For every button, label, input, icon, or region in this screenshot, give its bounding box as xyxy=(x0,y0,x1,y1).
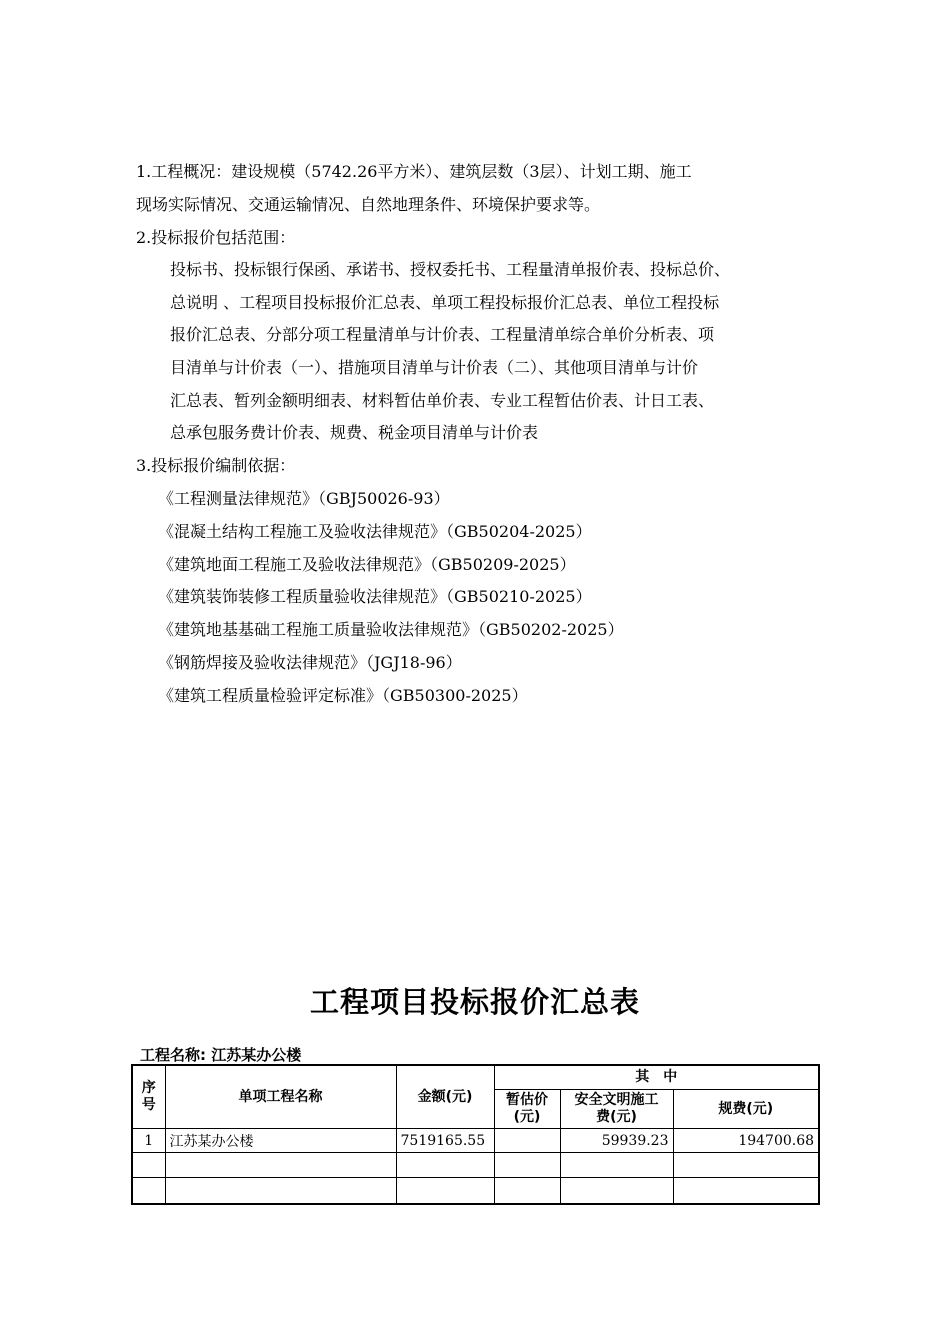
basis-item: 《工程测量法律规范》（GBJ50026-93） xyxy=(158,489,450,508)
table-header-row xyxy=(132,1065,819,1090)
header-provisional-line-1: 暂估价 xyxy=(506,1092,548,1109)
table-row xyxy=(132,1178,819,1204)
cell-amount xyxy=(396,1153,494,1178)
scope-line: 总说明 、工程项目投标报价汇总表、单项工程投标报价汇总表、单位工程投标 xyxy=(170,293,720,312)
header-name: 单项工程名称 xyxy=(165,1065,396,1129)
overview-line-1: 1.工程概况：建设规模（5742.26平方米）、建筑层数（3层）、计划工期、施工 xyxy=(136,162,692,181)
header-safety-line-2: 费(元) xyxy=(596,1109,637,1126)
scope-heading: 2.投标报价包括范围： xyxy=(136,228,296,247)
cell-safety: 59939.23 xyxy=(560,1129,673,1153)
cell-fees xyxy=(673,1153,819,1178)
header-provisional xyxy=(494,1090,560,1129)
table-row xyxy=(132,1129,819,1153)
cell-safety xyxy=(560,1178,673,1204)
basis-item: 《建筑工程质量检验评定标准》（GB50300-2025） xyxy=(158,686,528,705)
cell-seq xyxy=(132,1178,165,1204)
cell-provisional xyxy=(494,1178,560,1204)
overview-line-2: 现场实际情况、交通运输情况、自然地理条件、环境保护要求等。 xyxy=(136,195,601,214)
cell-seq: 1 xyxy=(132,1129,165,1153)
header-amount: 金额(元) xyxy=(396,1065,494,1129)
scope-line: 总承包服务费计价表、规费、税金项目清单与计价表 xyxy=(170,423,539,442)
cell-name xyxy=(165,1178,396,1204)
basis-item: 《钢筋焊接及验收法律规范》（JGJ18-96） xyxy=(158,653,462,672)
basis-item: 《建筑地面工程施工及验收法律规范》（GB50209-2025） xyxy=(158,555,576,574)
header-group: 其 中 xyxy=(494,1065,819,1090)
header-safety-line-1: 安全文明施工 xyxy=(574,1092,659,1109)
cell-fees: 194700.68 xyxy=(673,1129,819,1153)
scope-line: 投标书、投标银行保函、承诺书、授权委托书、工程量清单报价表、投标总价、 xyxy=(170,260,731,279)
cell-name xyxy=(165,1153,396,1178)
basis-heading: 3.投标报价编制依据： xyxy=(136,456,296,475)
cell-provisional xyxy=(494,1153,560,1178)
summary-table xyxy=(131,1064,820,1205)
header-seq xyxy=(132,1065,165,1129)
basis-item: 《建筑装饰装修工程质量验收法律规范》（GB50210-2025） xyxy=(158,587,592,606)
cell-seq xyxy=(132,1153,165,1178)
cell-safety xyxy=(560,1153,673,1178)
scope-line: 汇总表、暂列金额明细表、材料暂估单价表、专业工程暂估价表、计日工表、 xyxy=(170,391,715,410)
basis-item: 《混凝土结构工程施工及验收法律规范》（GB50204-2025） xyxy=(158,522,592,541)
header-provisional-line-2: (元) xyxy=(513,1109,541,1126)
header-fees: 规费(元) xyxy=(673,1090,819,1129)
header-seq-line-1: 序 xyxy=(141,1080,156,1096)
cell-amount xyxy=(396,1178,494,1204)
table-row xyxy=(132,1153,819,1178)
scope-line: 报价汇总表、分部分项工程量清单与计价表、工程量清单综合单价分析表、项 xyxy=(170,325,715,344)
header-safety xyxy=(560,1090,673,1129)
cell-fees xyxy=(673,1178,819,1204)
cell-name: 江苏某办公楼 xyxy=(165,1129,396,1153)
summary-table-title: 工程项目投标报价汇总表 xyxy=(309,985,640,1019)
cell-amount: 7519165.55 xyxy=(396,1129,494,1153)
header-seq-line-2: 号 xyxy=(141,1097,156,1113)
basis-item: 《建筑地基基础工程施工质量验收法律规范》（GB50202-2025） xyxy=(158,620,624,639)
cell-provisional xyxy=(494,1129,560,1153)
project-name-label: 工程名称: 江苏某办公楼 xyxy=(140,1046,302,1064)
scope-line: 目清单与计价表（一）、措施项目清单与计价表（二）、其他项目清单与计价 xyxy=(170,358,699,377)
